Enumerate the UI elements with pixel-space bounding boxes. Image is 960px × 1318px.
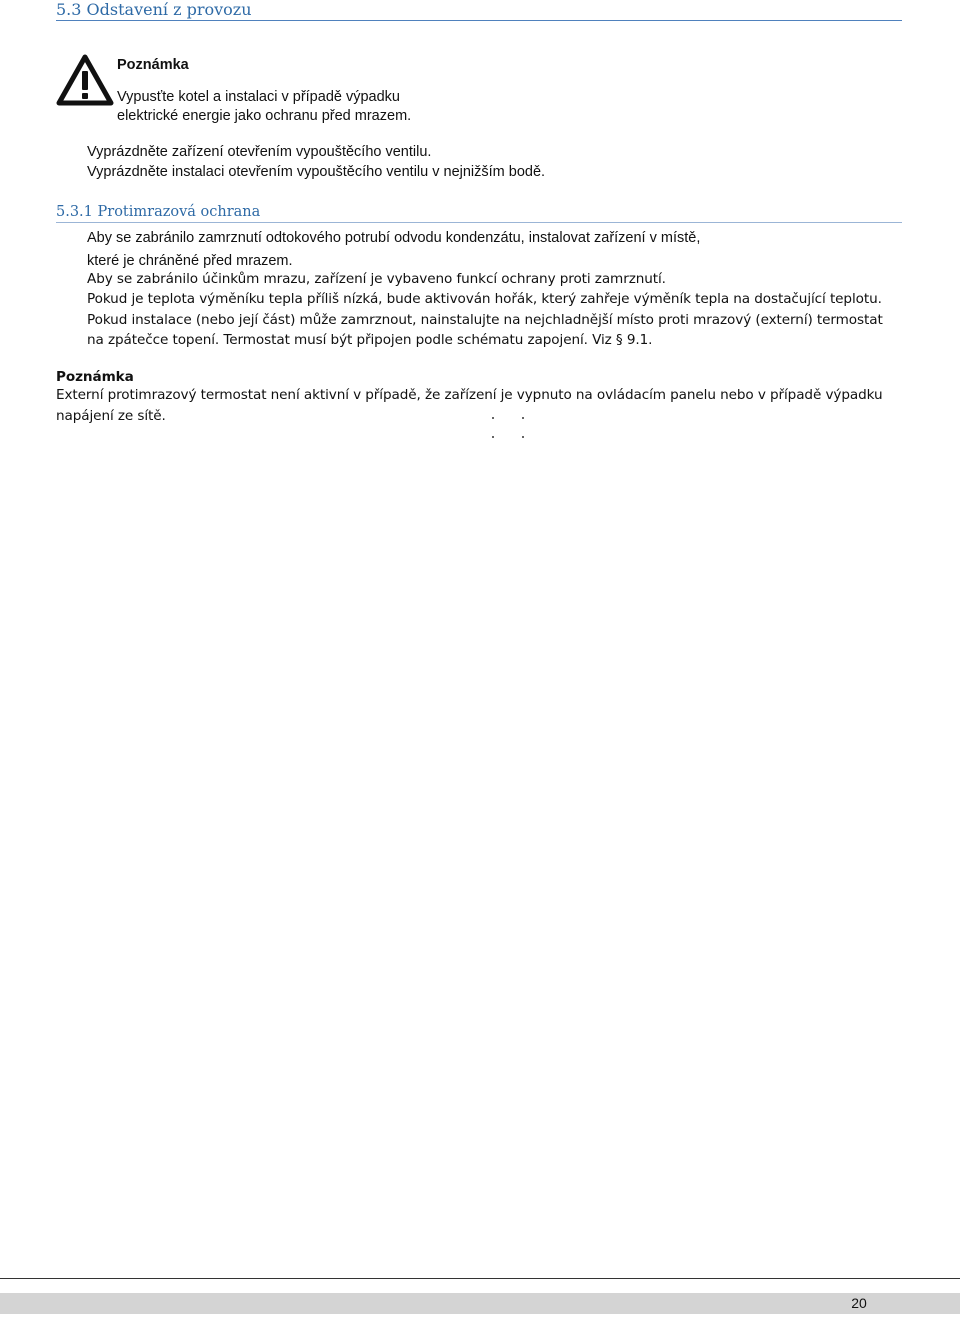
section-heading: 5.3 Odstavení z provozu	[56, 0, 252, 19]
section-heading-rule	[56, 20, 902, 21]
bottom-note-line: napájení ze sítě.	[56, 408, 166, 424]
paragraph-line: které je chráněné před mrazem.	[87, 253, 293, 269]
paragraph-line: Aby se zabránilo účinkům mrazu, zařízení je vybaveno funkcí ochrany proti zamrznutí.	[87, 271, 666, 287]
subsection-heading-rule	[56, 222, 902, 223]
warning-triangle-icon	[56, 54, 114, 106]
paragraph-line: Aby se zabránilo zamrznutí odtokového potrubí odvodu kondenzátu, instalovat zařízení v místě,	[87, 230, 701, 246]
paragraph-line: na zpátečce topení. Termostat musí být připojen podle schématu zapojení. Viz § 9.1.	[87, 332, 653, 348]
drain-instruction: Vyprázdněte instalaci otevřením vypouštěcího ventilu v nejnižším bodě.	[87, 164, 546, 180]
bottom-note-line: Externí protimrazový termostat není aktivní v případě, že zařízení je vypnuto na ovládacím panelu nebo v případě výpadku	[56, 387, 883, 403]
paragraph-line: Pokud je teplota výměníku tepla příliš nízká, bude aktivován hořák, který zahřeje výměník tepla na dostačující teplotu.	[87, 291, 882, 307]
warning-note-line: Vypusťte kotel a instalaci v případě výpadku	[117, 89, 400, 105]
footer-bar	[0, 1293, 960, 1314]
warning-note-title: Poznámka	[117, 57, 189, 73]
page-number: 20	[851, 1295, 867, 1311]
paragraph-line: Pokud instalace (nebo její část) může zamrznout, nainstalujte na nejchladnější místo proti mrazový (externí) termostat	[87, 312, 883, 328]
stray-dot	[522, 417, 524, 419]
stray-dot	[492, 417, 494, 419]
drain-instruction: Vyprázdněte zařízení otevřením vypouštěcího ventilu.	[87, 144, 432, 160]
stray-dot	[492, 436, 494, 438]
warning-note-line: elektrické energie jako ochranu před mrazem.	[117, 108, 412, 124]
subsection-heading: 5.3.1 Protimrazová ochrana	[56, 204, 261, 220]
stray-dot	[522, 436, 524, 438]
bottom-note-title: Poznámka	[56, 369, 134, 385]
footer-rule	[0, 1278, 960, 1279]
